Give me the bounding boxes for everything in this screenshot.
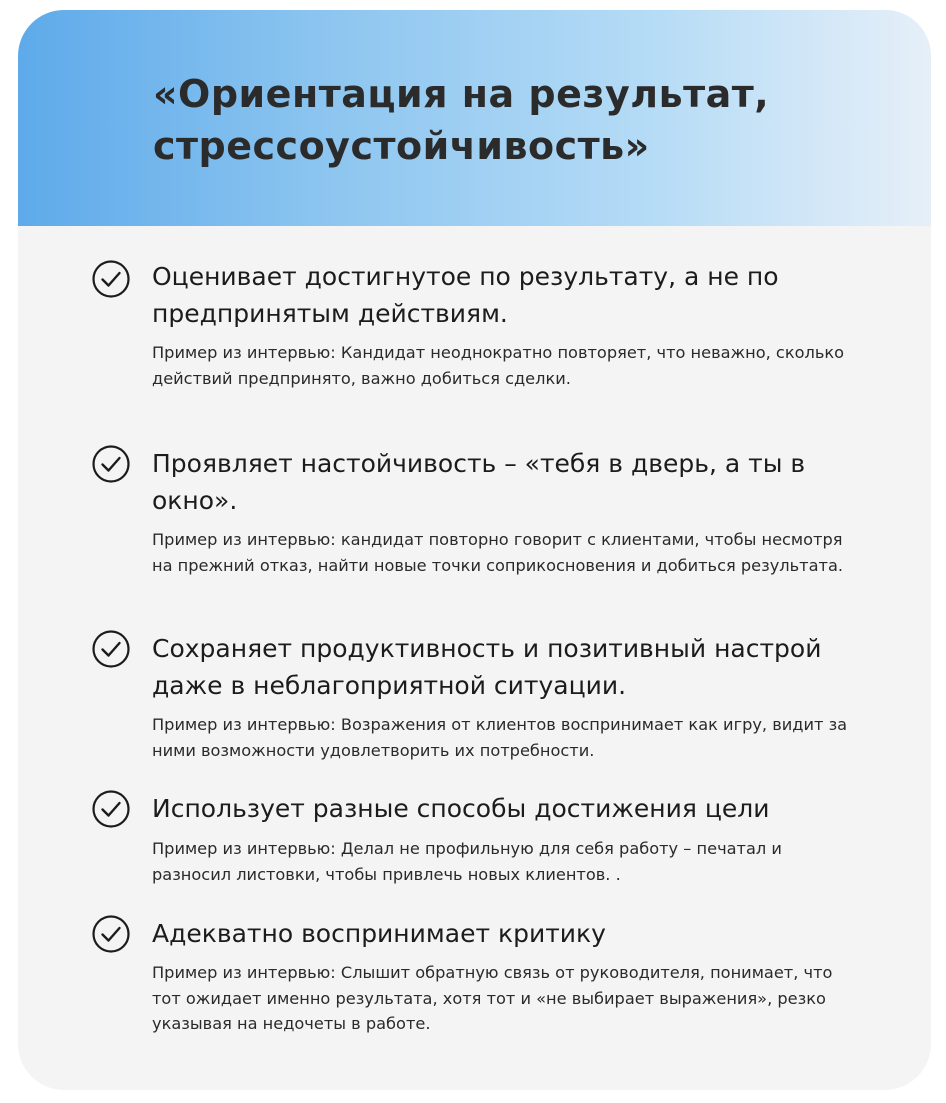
check-circle-icon xyxy=(91,914,131,954)
item-title: Проявляет настойчивость – «тебя в дверь, а ты в окно». xyxy=(152,449,806,515)
check-circle-icon xyxy=(91,629,131,669)
item-title: Оценивает достигнутое по результату, а не по предпринятым действиям. xyxy=(152,262,779,328)
header-banner xyxy=(18,10,931,226)
item-example: Пример из интервью: Возражения от клиентов воспринимает как игру, видит за ними возможности удовлетворить их потребности. xyxy=(152,715,848,760)
item-example: Пример из интервью: Слышит обратную связь от руководителя, понимает, что тот ожидает именно результата, хотя тот и «не выбирает выражения», резко указывая на недочеты в работе. xyxy=(152,963,833,1033)
content-card xyxy=(18,10,931,1090)
item-title: Сохраняет продуктивность и позитивный настрой даже в неблагоприятной ситуации. xyxy=(152,634,822,700)
item-example: Пример из интервью: Делал не профильную для себя работу – печатал и разносил листовки, чтобы привлечь новых клиентов. . xyxy=(152,839,782,884)
check-circle-icon xyxy=(91,789,131,829)
item-title: Адекватно воспринимает критику xyxy=(152,919,606,948)
item-example: Пример из интервью: кандидат повторно говорит с клиентами, чтобы несмотря на прежний отказ, найти новые точки соприкосновения и добиться результата. xyxy=(152,530,844,575)
check-circle-icon xyxy=(91,259,131,299)
page-title: «Ориентация на результат, стрессоустойчивость» xyxy=(153,72,770,168)
check-circle-icon xyxy=(91,444,131,484)
item-example: Пример из интервью: Кандидат неоднократно повторяет, что неважно, сколько действий предпринято, важно добиться сделки. xyxy=(152,343,845,388)
item-title: Использует разные способы достижения цели xyxy=(152,794,770,823)
